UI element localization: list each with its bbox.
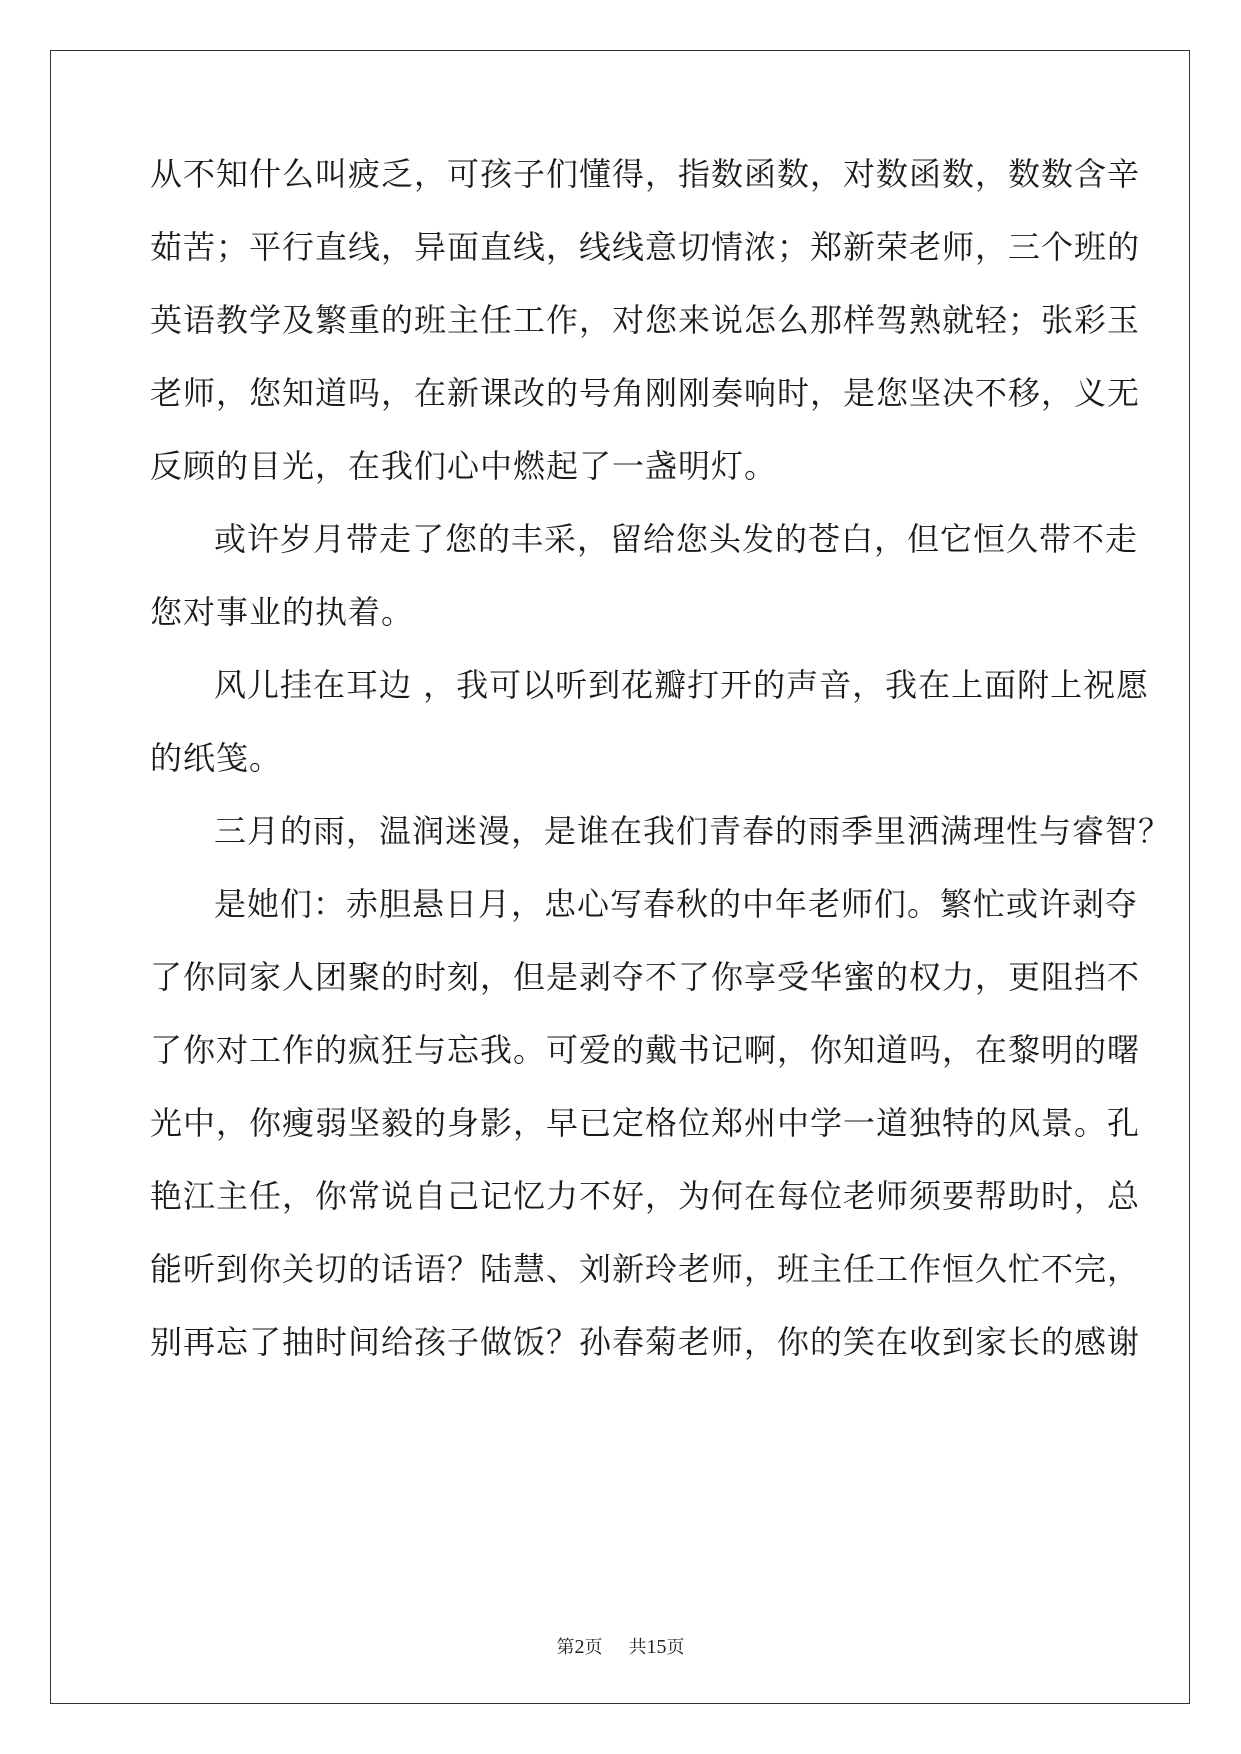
page-footer: [0, 1635, 1241, 1660]
page-prefix: 第: [556, 1637, 575, 1658]
text-line: 别再忘了抽时间给孩子做饭？孙春菊老师，你的笑在收到家长的感谢: [150, 1323, 1141, 1361]
text-line: 反顾的目光，在我们心中燃起了一盏明灯。: [150, 447, 778, 485]
text-line: 您对事业的执着。: [150, 593, 415, 631]
text-line: 艳江主任，你常说自己记忆力不好，为何在每位老师须要帮助时，总: [150, 1177, 1141, 1215]
text-line: 光中，你瘦弱坚毅的身影，早已定格位郑州中学一道独特的风景。孔: [150, 1104, 1141, 1142]
text-line: 了你对工作的疯狂与忘我。可爱的戴书记啊，你知道吗，在黎明的曙: [150, 1031, 1141, 1069]
paragraph-first-line: 是她们：赤胆悬日月，忠心写春秋的中年老师们。繁忙或许剥夺: [214, 885, 1139, 923]
text-line: 英语教学及繁重的班主任工作，对您来说怎么那样驾熟就轻；张彩玉: [150, 301, 1141, 339]
paragraph-first-line: 风儿挂在耳边 ，我可以听到花瓣打开的声音，我在上面附上祝愿: [214, 666, 1150, 704]
total-page-count: 15: [646, 1636, 667, 1658]
page-suffix: 页: [584, 1637, 603, 1658]
text-line: 能听到你关切的话语？陆慧、刘新玲老师，班主任工作恒久忙不完，: [150, 1250, 1141, 1288]
text-line: 了你同家人团聚的时刻，但是剥夺不了你享受华蜜的权力，更阻挡不: [150, 958, 1141, 996]
paragraph-first-line: 或许岁月带走了您的丰采，留给您头发的苍白，但它恒久带不走: [214, 520, 1139, 558]
text-line: 茹苦；平行直线，异面直线，线线意切情浓；郑新荣老师，三个班的: [150, 228, 1141, 266]
text-line: 的纸笺。: [150, 739, 283, 777]
text-line: 从不知什么叫疲乏，可孩子们懂得，指数函数，对数函数，数数含辛: [150, 155, 1141, 193]
total-prefix: 共: [628, 1637, 647, 1658]
text-line: 老师，您知道吗，在新课改的号角刚刚奏响时，是您坚决不移，义无: [150, 374, 1141, 412]
paragraph-first-line: 三月的雨，温润迷漫，是谁在我们青春的雨季里洒满理性与睿智？: [214, 812, 1172, 850]
total-suffix: 页: [666, 1637, 685, 1658]
current-page-number: 2: [574, 1636, 585, 1658]
